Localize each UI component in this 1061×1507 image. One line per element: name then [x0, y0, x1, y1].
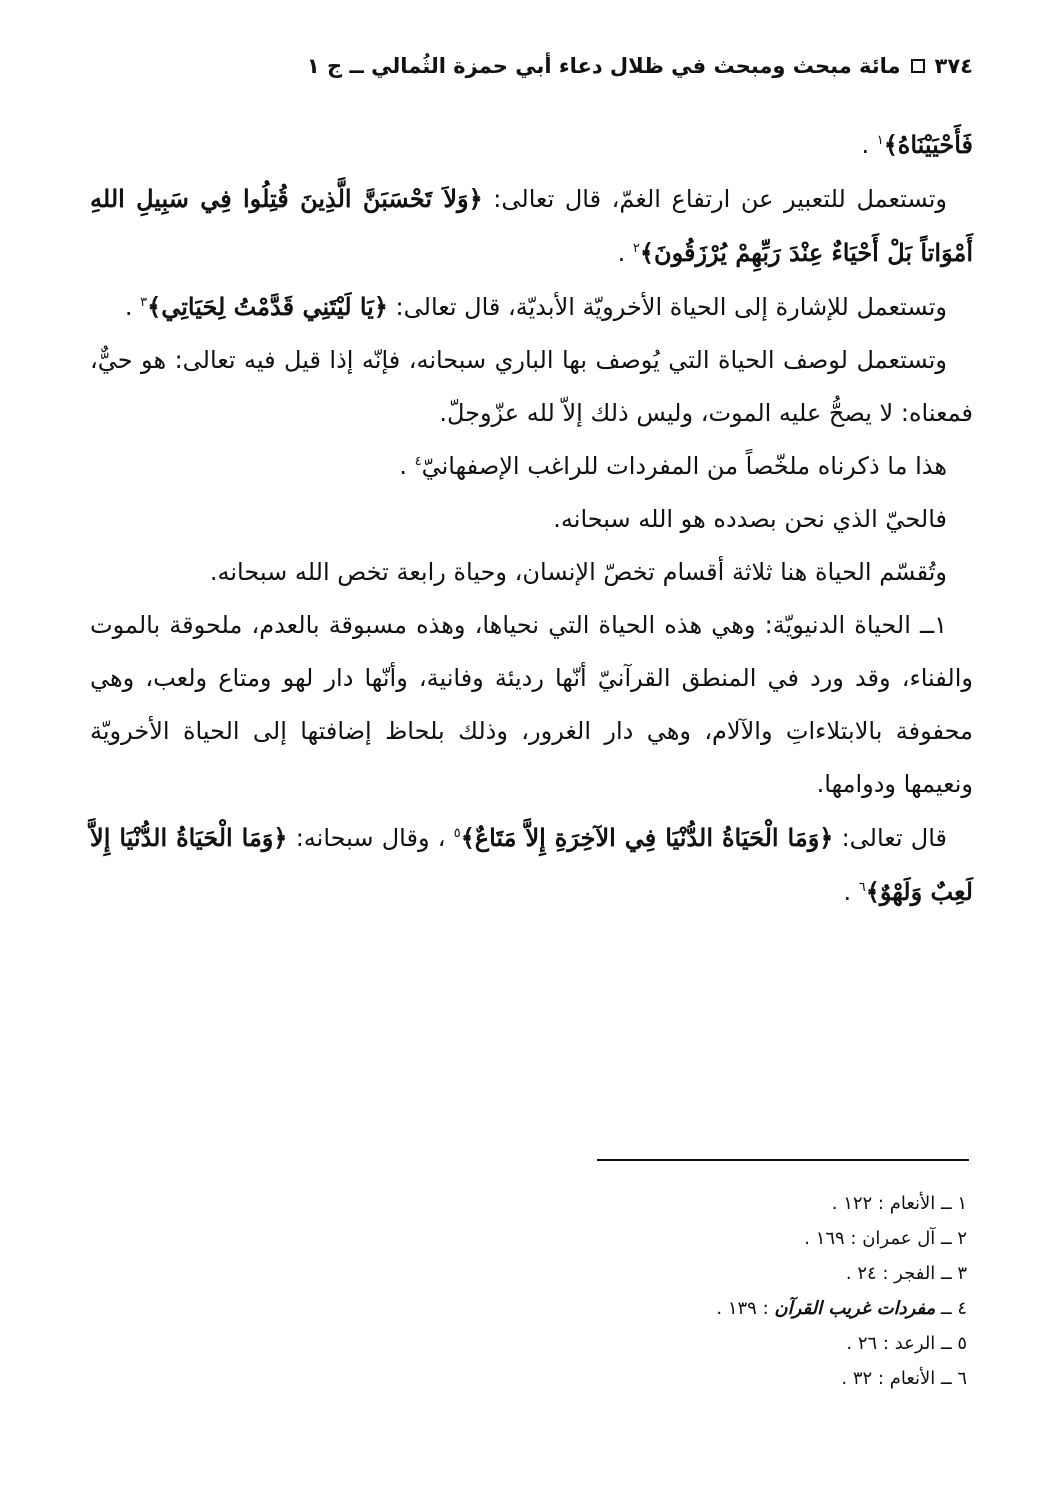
footnote-text: الرعد : ٢٦ . [846, 1333, 936, 1354]
footnote-item [300, 1361, 967, 1396]
paragraph [90, 493, 973, 546]
footnote-number: ١ ــ [941, 1193, 967, 1214]
footnote-text: الأنعام : ١٢٢ . [831, 1193, 936, 1214]
footnote-reference: ١ [876, 133, 884, 148]
text-run: قال تعالى: [833, 824, 948, 852]
footnote-number: ٦ ــ [941, 1368, 967, 1389]
footnote-number: ٤ ــ [941, 1298, 967, 1319]
text-run: . [617, 239, 633, 267]
text-run: وتستعمل للإشارة إلى الحياة الأخرويّة الأبديّة، قال تعالى: [387, 293, 947, 321]
paragraph [90, 334, 973, 440]
footnote-reference: ٦ [858, 880, 866, 895]
running-title: مائة مبحث ومبحث في ظلال دعاء أبي حمزة الثُمالي ــ ج ١ [306, 54, 901, 78]
footnote-text: : ١٣٩ . [716, 1298, 775, 1319]
text-run: وتستعمل لوصف الحياة التي يُوصف بها الباري سبحانه، فإنّه إذا قيل فيه تعالى: هو حيٌّ، فمعناه: لا يصحُّ عليه الموت، وليس ذلك إلاّ لله عزّوجلّ. [90, 346, 973, 427]
paragraph [90, 280, 973, 334]
text-run: فالحيّ الذي نحن بصدده هو الله سبحانه. [553, 505, 947, 533]
paragraph [90, 811, 973, 919]
text-run: هذا ما ذكرناه ملخّصاً من المفردات للراغب الإصفهانيّ [421, 452, 947, 480]
footnote-item [300, 1326, 967, 1361]
footnote-number: ٥ ــ [941, 1333, 967, 1354]
text-run: وتُقسّم الحياة هنا ثلاثة أقسام تخصّ الإنسان، وحياة رابعة تخص الله سبحانه. [209, 558, 947, 586]
footnote-book-title: مفردات غريب القرآن [774, 1298, 936, 1319]
quran-verse: ﴿يَا لَيْتَنِي قَدَّمْتُ لِحَيَاتِي﴾ [147, 292, 388, 321]
text-run: . [399, 452, 415, 480]
paragraph [90, 599, 973, 811]
paragraph [90, 546, 973, 599]
square-ornament-icon [911, 59, 925, 73]
text-run: . [124, 293, 141, 321]
text-run: . [861, 131, 877, 159]
footnote-reference: ٢ [632, 241, 640, 256]
footnote-text: الأنعام : ٣٢ . [841, 1368, 936, 1389]
footnote-reference: ٤ [414, 454, 422, 469]
quran-verse: فَأَحْيَيْنَاهُ﴾ [883, 130, 973, 159]
footnote-item [300, 1186, 967, 1221]
text-run: . [843, 878, 859, 906]
footnote-divider [597, 1159, 969, 1161]
footnote-item [300, 1256, 967, 1291]
footnote-text: آل عمران : ١٦٩ . [804, 1228, 936, 1249]
quran-verse: ﴿وَلاَ تَحْسَبَنَّ الَّذِينَ قُتِلُوا فِي سَبِيلِ اللهِ أَمْوَاتاً بَلْ أَحْيَاءٌ عِنْدَ رَبِّهِمْ يُرْزَقُونَ﴾ [90, 184, 973, 267]
footnote-number: ٣ ــ [941, 1263, 967, 1284]
footnote-item [300, 1221, 967, 1256]
footnote-reference: ٣ [140, 295, 148, 310]
paragraph [90, 172, 973, 280]
footnote-text: الفجر : ٢٤ . [845, 1263, 936, 1284]
quran-verse: ﴿وَمَا الْحَيَاةُ الدُّنْيَا إِلاَّ لَعِبٌ وَلَهْوٌ﴾ [90, 823, 973, 906]
running-header [240, 48, 973, 84]
main-text [90, 118, 973, 919]
text-run: ١ــ الحياة الدنيويّة: وهي هذه الحياة التي نحياها، وهذه مسبوقة بالعدم، ملحوقة بالموت والفناء، وقد ورد في المنطق القرآنيّ أنّها رديئة وفانية، وأنّها دار لهو ومتاع ولعب، وهي محفوفة بالابتلاءاتِ والآلام، وهي دار الغرور، وذلك بلحاظ إضافتها إلى الحياة الأخرويّة ونعيمها ودوامها. [90, 611, 973, 798]
footnote-item [300, 1291, 967, 1326]
footnote-number: ٢ ــ [941, 1228, 967, 1249]
paragraph [90, 118, 973, 172]
text-run: ، وقال سبحانه: [287, 824, 454, 852]
footnotes [300, 1186, 967, 1396]
page-number: ٣٧٤ [934, 54, 973, 78]
paragraph [90, 440, 973, 493]
quran-verse: ﴿وَمَا الْحَيَاةُ الدُّنْيَا فِي الآخِرَةِ إِلاَّ مَتَاعٌ﴾ [460, 823, 834, 852]
text-run: وتستعمل للتعبير عن ارتفاع الغمّ، قال تعالى: [482, 185, 948, 213]
footnote-reference: ٥ [453, 826, 461, 841]
